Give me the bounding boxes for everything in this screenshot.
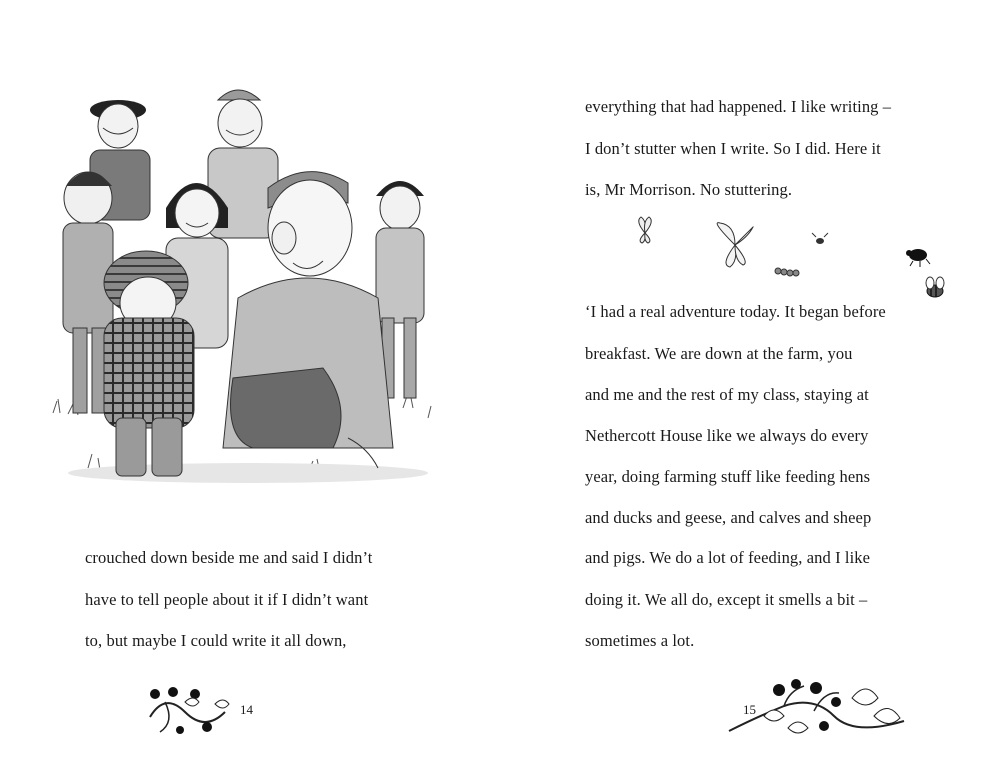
left-text-line-1: crouched down beside me and said I didn’t <box>85 548 373 567</box>
right-text-line-2: I don’t stutter when I write. So I did. Here it <box>585 139 881 158</box>
page-number-right: 15 <box>743 702 756 717</box>
blackberry-vine-icon <box>724 676 909 746</box>
right-text-line-12: sometimes a lot. <box>585 631 695 650</box>
right-text-line-7: Nethercott House like we always do every <box>585 426 869 445</box>
right-text-line-11: doing it. We all do, except it smells a bit – <box>585 590 868 609</box>
left-text-line-2: have to tell people about it if I didn’t want <box>85 590 369 609</box>
right-text-line-1: everything that had happened. I like writing – <box>585 97 892 116</box>
right-text-line-5: breakfast. We are down at the farm, you <box>585 344 853 363</box>
right-text-line-6: and me and the rest of my class, staying at <box>585 385 869 404</box>
right-text-line-8: year, doing farming stuff like feeding hens <box>585 467 871 486</box>
blackberry-vine-icon <box>145 682 235 742</box>
left-text-line-3: to, but maybe I could write it all down, <box>85 631 347 650</box>
children-group-illustration <box>48 78 448 488</box>
right-text-line-4: ‘I had a real adventure today. It began before <box>585 302 886 321</box>
right-text-line-3: is, Mr Morrison. No stuttering. <box>585 180 793 199</box>
right-text-line-10: and pigs. We do a lot of feeding, and I like <box>585 548 871 567</box>
right-page <box>500 0 1000 767</box>
page-number-left: 14 <box>240 702 253 717</box>
right-text-line-9: and ducks and geese, and calves and sheep <box>585 508 872 527</box>
insects-and-butterflies-icon <box>630 215 960 315</box>
